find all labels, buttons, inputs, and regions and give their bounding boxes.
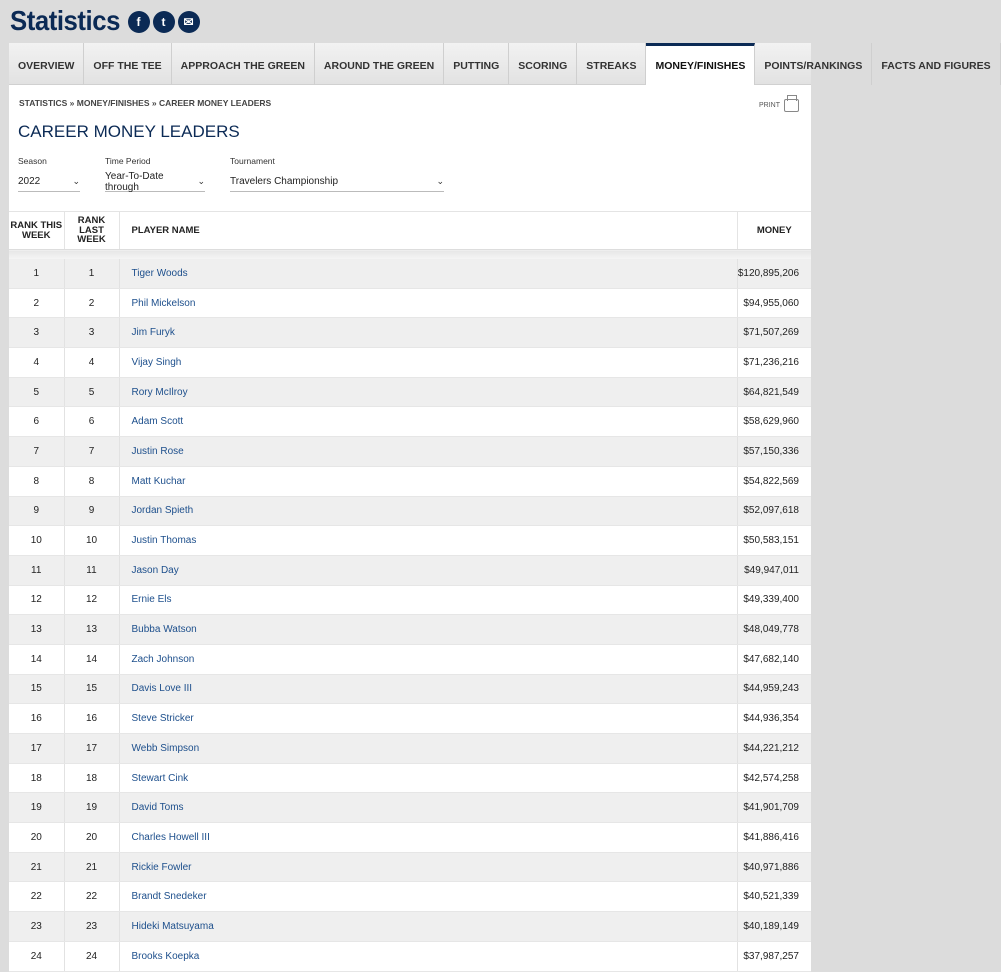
print-label: PRINT xyxy=(759,102,780,109)
rank-this-week: 9 xyxy=(9,496,64,526)
player-link[interactable]: Webb Simpson xyxy=(119,734,737,764)
player-link[interactable]: Rory McIlroy xyxy=(119,377,737,407)
rank-this-week: 11 xyxy=(9,555,64,585)
page-heading: Statistics xyxy=(10,5,120,36)
header-shadow xyxy=(9,250,811,259)
money-value: $49,339,400 xyxy=(737,585,811,615)
rank-last-week: 16 xyxy=(64,704,119,734)
page-title: CAREER MONEY LEADERS xyxy=(18,122,240,141)
season-select[interactable] xyxy=(18,172,80,192)
tab-streaks[interactable]: STREAKS xyxy=(577,43,646,85)
table-row xyxy=(9,852,811,882)
rank-this-week: 20 xyxy=(9,823,64,853)
rank-this-week: 6 xyxy=(9,407,64,437)
player-link[interactable]: David Toms xyxy=(119,793,737,823)
player-link[interactable]: Bubba Watson xyxy=(119,615,737,645)
social-links xyxy=(128,11,200,33)
table-row xyxy=(9,674,811,704)
chevron-down-icon: ⌄ xyxy=(72,176,80,186)
tournament-value: Travelers Championship xyxy=(230,176,339,187)
table-header-row xyxy=(9,212,811,250)
chevron-down-icon: ⌄ xyxy=(436,176,444,186)
rank-this-week: 18 xyxy=(9,763,64,793)
col-rank-last-week[interactable]: RANK LAST WEEK xyxy=(64,212,119,250)
rank-this-week: 1 xyxy=(9,259,64,289)
money-value: $40,521,339 xyxy=(737,882,811,912)
rank-this-week: 4 xyxy=(9,348,64,378)
rank-last-week: 9 xyxy=(64,496,119,526)
table-row xyxy=(9,644,811,674)
rank-last-week: 11 xyxy=(64,555,119,585)
time-period-filter xyxy=(105,156,230,192)
money-value: $44,959,243 xyxy=(737,674,811,704)
table-row xyxy=(9,259,811,289)
rank-last-week: 12 xyxy=(64,585,119,615)
rank-last-week: 5 xyxy=(64,377,119,407)
tab-putting[interactable]: PUTTING xyxy=(444,43,509,85)
money-value: $50,583,151 xyxy=(737,526,811,556)
email-icon[interactable]: ✉ xyxy=(178,11,200,33)
rank-last-week: 1 xyxy=(64,259,119,289)
rank-this-week: 10 xyxy=(9,526,64,556)
rank-last-week: 14 xyxy=(64,644,119,674)
breadcrumb[interactable]: STATISTICS » MONEY/FINISHES » CAREER MONEY LEADERS xyxy=(19,98,272,108)
table-row xyxy=(9,793,811,823)
money-value: $94,955,060 xyxy=(737,288,811,318)
printer-icon xyxy=(784,99,799,112)
rank-last-week: 23 xyxy=(64,912,119,942)
tournament-filter xyxy=(230,156,445,192)
rank-this-week: 8 xyxy=(9,466,64,496)
table-row xyxy=(9,466,811,496)
stats-tab-bar xyxy=(9,43,991,85)
player-link[interactable]: Charles Howell III xyxy=(119,823,737,853)
table-row xyxy=(9,348,811,378)
player-link[interactable]: Vijay Singh xyxy=(119,348,737,378)
table-row xyxy=(9,615,811,645)
money-value: $41,886,416 xyxy=(737,823,811,853)
player-link[interactable]: Steve Stricker xyxy=(119,704,737,734)
player-link[interactable]: Zach Johnson xyxy=(119,644,737,674)
money-value: $44,221,212 xyxy=(737,734,811,764)
player-link[interactable]: Brandt Snedeker xyxy=(119,882,737,912)
tournament-select[interactable] xyxy=(230,172,444,192)
twitter-icon[interactable]: t xyxy=(153,11,175,33)
money-value: $57,150,336 xyxy=(737,437,811,467)
rank-last-week: 19 xyxy=(64,793,119,823)
table-row xyxy=(9,704,811,734)
player-link[interactable]: Justin Rose xyxy=(119,437,737,467)
col-player-name[interactable]: PLAYER NAME xyxy=(119,212,737,250)
col-rank-this-week[interactable]: RANK THIS WEEK xyxy=(9,212,64,250)
table-row xyxy=(9,734,811,764)
tab-approach-the-green[interactable]: APPROACH THE GREEN xyxy=(172,43,315,85)
season-label: Season xyxy=(18,156,47,166)
money-value: $49,947,011 xyxy=(737,555,811,585)
player-link[interactable]: Ernie Els xyxy=(119,585,737,615)
table-row xyxy=(9,555,811,585)
rank-this-week: 7 xyxy=(9,437,64,467)
rank-this-week: 16 xyxy=(9,704,64,734)
money-value: $54,822,569 xyxy=(737,466,811,496)
tournament-label: Tournament xyxy=(230,156,275,166)
money-value: $120,895,206 xyxy=(737,259,811,289)
money-value: $44,936,354 xyxy=(737,704,811,734)
season-value: 2022 xyxy=(18,176,41,187)
player-link[interactable]: Davis Love III xyxy=(119,674,737,704)
facebook-icon[interactable]: f xyxy=(128,11,150,33)
table-row xyxy=(9,823,811,853)
player-link[interactable]: Rickie Fowler xyxy=(119,852,737,882)
money-value: $71,236,216 xyxy=(737,348,811,378)
tab-overview[interactable]: OVERVIEW xyxy=(9,43,84,85)
rank-last-week: 8 xyxy=(64,466,119,496)
rank-this-week: 17 xyxy=(9,734,64,764)
season-filter xyxy=(18,156,105,192)
rank-last-week: 24 xyxy=(64,941,119,971)
rank-this-week: 23 xyxy=(9,912,64,942)
rank-this-week: 24 xyxy=(9,941,64,971)
rank-last-week: 4 xyxy=(64,348,119,378)
player-link[interactable]: Jason Day xyxy=(119,555,737,585)
rank-this-week: 15 xyxy=(9,674,64,704)
rank-this-week: 12 xyxy=(9,585,64,615)
player-link[interactable]: Phil Mickelson xyxy=(119,288,737,318)
tab-off-the-tee[interactable]: OFF THE TEE xyxy=(84,43,171,85)
table-row xyxy=(9,526,811,556)
tab-around-the-green[interactable]: AROUND THE GREEN xyxy=(315,43,444,85)
site-header xyxy=(0,0,820,42)
player-link[interactable]: Brooks Koepka xyxy=(119,941,737,971)
table-row xyxy=(9,407,811,437)
rank-last-week: 6 xyxy=(64,407,119,437)
table-row xyxy=(9,585,811,615)
table-row xyxy=(9,496,811,526)
rank-last-week: 17 xyxy=(64,734,119,764)
table-row xyxy=(9,288,811,318)
money-value: $64,821,549 xyxy=(737,377,811,407)
player-link[interactable]: Tiger Woods xyxy=(119,259,737,289)
tab-facts-and-figures[interactable]: FACTS AND FIGURES xyxy=(872,43,1000,85)
money-value: $40,189,149 xyxy=(737,912,811,942)
table-row xyxy=(9,882,811,912)
player-link[interactable]: Jordan Spieth xyxy=(119,496,737,526)
player-link[interactable]: Matt Kuchar xyxy=(119,466,737,496)
player-link[interactable]: Justin Thomas xyxy=(119,526,737,556)
money-value: $42,574,258 xyxy=(737,763,811,793)
money-value: $71,507,269 xyxy=(737,318,811,348)
tab-scoring[interactable]: SCORING xyxy=(509,43,577,85)
rank-this-week: 19 xyxy=(9,793,64,823)
table-row xyxy=(9,941,811,971)
rank-this-week: 2 xyxy=(9,288,64,318)
table-row xyxy=(9,763,811,793)
money-value: $41,901,709 xyxy=(737,793,811,823)
rank-last-week: 18 xyxy=(64,763,119,793)
print-button[interactable] xyxy=(759,99,799,112)
tab-money-finishes[interactable]: MONEY/FINISHES xyxy=(646,43,755,85)
money-value: $58,629,960 xyxy=(737,407,811,437)
time-period-label: Time Period xyxy=(105,156,151,166)
table-row xyxy=(9,377,811,407)
rank-last-week: 10 xyxy=(64,526,119,556)
rank-last-week: 22 xyxy=(64,882,119,912)
money-value: $52,097,618 xyxy=(737,496,811,526)
money-value: $37,987,257 xyxy=(737,941,811,971)
rank-last-week: 3 xyxy=(64,318,119,348)
rank-last-week: 20 xyxy=(64,823,119,853)
money-value: $47,682,140 xyxy=(737,644,811,674)
money-value: $48,049,778 xyxy=(737,615,811,645)
rank-this-week: 14 xyxy=(9,644,64,674)
player-link[interactable]: Jim Furyk xyxy=(119,318,737,348)
tab-points-rankings[interactable]: POINTS/RANKINGS xyxy=(755,43,872,85)
rank-this-week: 5 xyxy=(9,377,64,407)
money-leaders-table xyxy=(9,211,811,972)
time-period-select[interactable] xyxy=(105,172,205,192)
filter-bar xyxy=(18,156,445,192)
time-period-value: Year-To-Date through xyxy=(105,170,164,193)
table-row xyxy=(9,318,811,348)
rank-last-week: 15 xyxy=(64,674,119,704)
player-link[interactable]: Hideki Matsuyama xyxy=(119,912,737,942)
rank-last-week: 7 xyxy=(64,437,119,467)
rank-last-week: 21 xyxy=(64,852,119,882)
chevron-down-icon: ⌄ xyxy=(197,176,205,186)
rank-last-week: 13 xyxy=(64,615,119,645)
money-value: $40,971,886 xyxy=(737,852,811,882)
rank-last-week: 2 xyxy=(64,288,119,318)
table-row xyxy=(9,437,811,467)
player-link[interactable]: Adam Scott xyxy=(119,407,737,437)
player-link[interactable]: Stewart Cink xyxy=(119,763,737,793)
col-money[interactable]: MONEY xyxy=(737,212,811,250)
rank-this-week: 13 xyxy=(9,615,64,645)
rank-this-week: 3 xyxy=(9,318,64,348)
stats-panel xyxy=(9,43,991,963)
rank-this-week: 22 xyxy=(9,882,64,912)
rank-this-week: 21 xyxy=(9,852,64,882)
table-row xyxy=(9,912,811,942)
